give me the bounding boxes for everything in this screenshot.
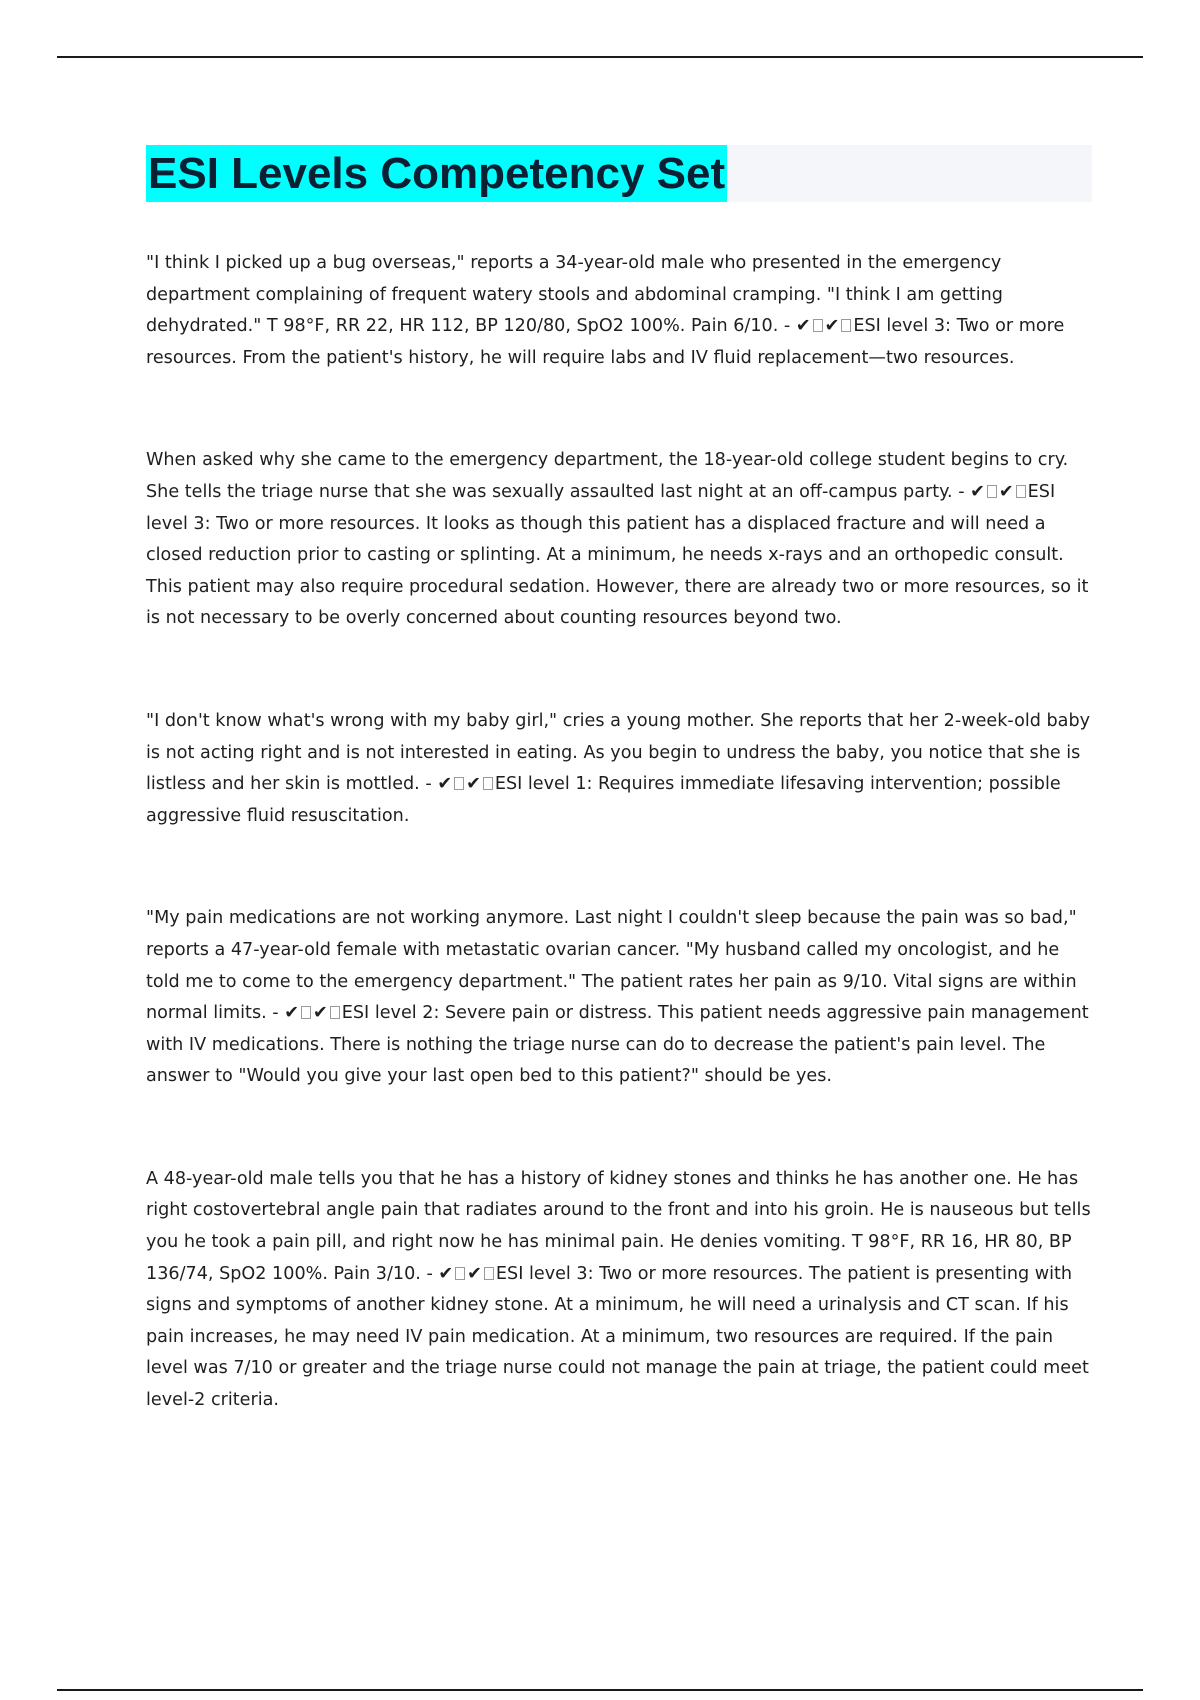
qa-item-3	[146, 706, 1092, 832]
answer-text: ESI level 3: Two or more resources. The patient is presenting with signs and symptoms of another kidney stone. At a minimum, he will need a urinalysis and CT scan. If his pain increases, he may need IV pain medication. At a minimum, two resources are required. If the pain level was 7/10 or greater and the triage nurse could not manage the pain at triage, the patient could meet level-2 criteria.	[146, 1263, 1089, 1411]
qa-item-1	[146, 248, 1092, 374]
answer-separator	[420, 774, 495, 794]
check-glyph: ✔	[824, 316, 840, 337]
placeholder-box-icon	[813, 319, 823, 332]
placeholder-box-icon	[301, 1006, 311, 1019]
answer-check-icon	[437, 774, 495, 794]
footer-rule	[57, 1689, 1143, 1691]
placeholder-box-icon	[455, 1267, 465, 1280]
separator-text: -	[419, 774, 438, 795]
qa-item-5	[146, 1164, 1092, 1417]
separator-text: -	[420, 1263, 439, 1284]
separator-text: -	[778, 316, 796, 337]
answer-separator	[421, 1264, 496, 1284]
answer-check-icon	[438, 1264, 496, 1284]
separator-text: -	[952, 481, 971, 502]
check-glyph: ✔	[467, 1263, 482, 1284]
placeholder-box-icon	[841, 319, 851, 332]
check-glyph: ✔	[437, 774, 453, 795]
answer-check-icon	[970, 482, 1028, 502]
placeholder-box-icon	[484, 1267, 494, 1280]
answer-separator	[778, 316, 853, 336]
placeholder-box-icon	[1016, 485, 1026, 498]
answer-text: ESI level 1: Requires immediate lifesaving intervention; possible aggressive fluid resuscitation.	[146, 774, 1061, 826]
separator-text: -	[266, 1003, 285, 1024]
answer-text: ESI level 3: Two or more resources. From the patient's history, he will require labs and IV fluid replacement—two resources.	[146, 316, 1065, 368]
answer-check-icon	[796, 316, 854, 336]
answer-separator	[953, 482, 1028, 502]
answer-text: ESI level 3: Two or more resources. It looks as though this patient has a displaced fracture and will need a closed reduction prior to casting or splinting. At a minimum, he needs x-rays and an orthopedic consult. This patient may also require procedural sedation. However, there are already two or more resources, so it is not necessary to be overly concerned about counting resources beyond two.	[146, 481, 1089, 629]
question-text: "I don't know what's wrong with my baby girl," cries a young mother. She reports that her 2-week-old baby is not acting right and is not interested in eating. As you begin to undress the baby, you notice that she is listless and her skin is mottled.	[146, 710, 1091, 795]
qa-item-2	[146, 445, 1092, 635]
check-glyph: ✔	[284, 1003, 299, 1024]
question-text: "I think I picked up a bug overseas," reports a 34-year-old male who presented in the emergency department complaining of frequent watery stools and abdominal cramping. "I think I am getting dehydrated." T 98°F, RR 22, HR 112, BP 120/80, SpO2 100%. Pain 6/10.	[146, 253, 1003, 337]
qa-item-4	[146, 903, 1092, 1093]
question-text: When asked why she came to the emergency department, the 18-year-old college student begins to cry. She tells the triage nurse that she was sexually assaulted last night at an off-campus party.	[146, 450, 1069, 502]
check-glyph: ✔	[795, 316, 811, 337]
placeholder-box-icon	[987, 485, 997, 498]
placeholder-box-icon	[483, 777, 493, 790]
question-text: A 48-year-old male tells you that he has a history of kidney stones and thinks he has another one. He has right costovertebral angle pain that radiates around to the front and into his groin. He is nauseous but tells you he took a pain pill, and right now he has minimal pain. He denies vomiting. T 98°F, RR 16, HR 80, BP 136/74, SpO2 100%. Pain 3/10.	[146, 1168, 1091, 1284]
question-text: "My pain medications are not working anymore. Last night I couldn't sleep because the pain was so bad," reports a 47-year-old female with metastatic ovarian cancer. "My husband called my oncologist, and he told me to come to the emergency department." The patient rates her pain as 9/10. Vital signs are within normal limits.	[146, 908, 1077, 1024]
check-glyph: ✔	[313, 1003, 328, 1024]
check-glyph: ✔	[970, 481, 985, 502]
check-glyph: ✔	[438, 1263, 454, 1284]
answer-check-icon	[284, 1003, 342, 1023]
answer-separator	[267, 1003, 342, 1023]
check-glyph: ✔	[466, 774, 481, 795]
header-rule	[57, 56, 1143, 58]
answer-text: ESI level 2: Severe pain or distress. This patient needs aggressive pain management with IV medications. There is nothing the triage nurse can do to decrease the patient's pain level. The answer to "Would you give your last open bed to this patient?" should be yes.	[146, 1003, 1089, 1087]
qa-list	[146, 248, 1092, 1417]
placeholder-box-icon	[454, 777, 464, 790]
check-glyph: ✔	[998, 481, 1014, 502]
placeholder-box-icon	[330, 1006, 340, 1019]
document-title: ESI Levels Competency Set	[146, 145, 727, 202]
